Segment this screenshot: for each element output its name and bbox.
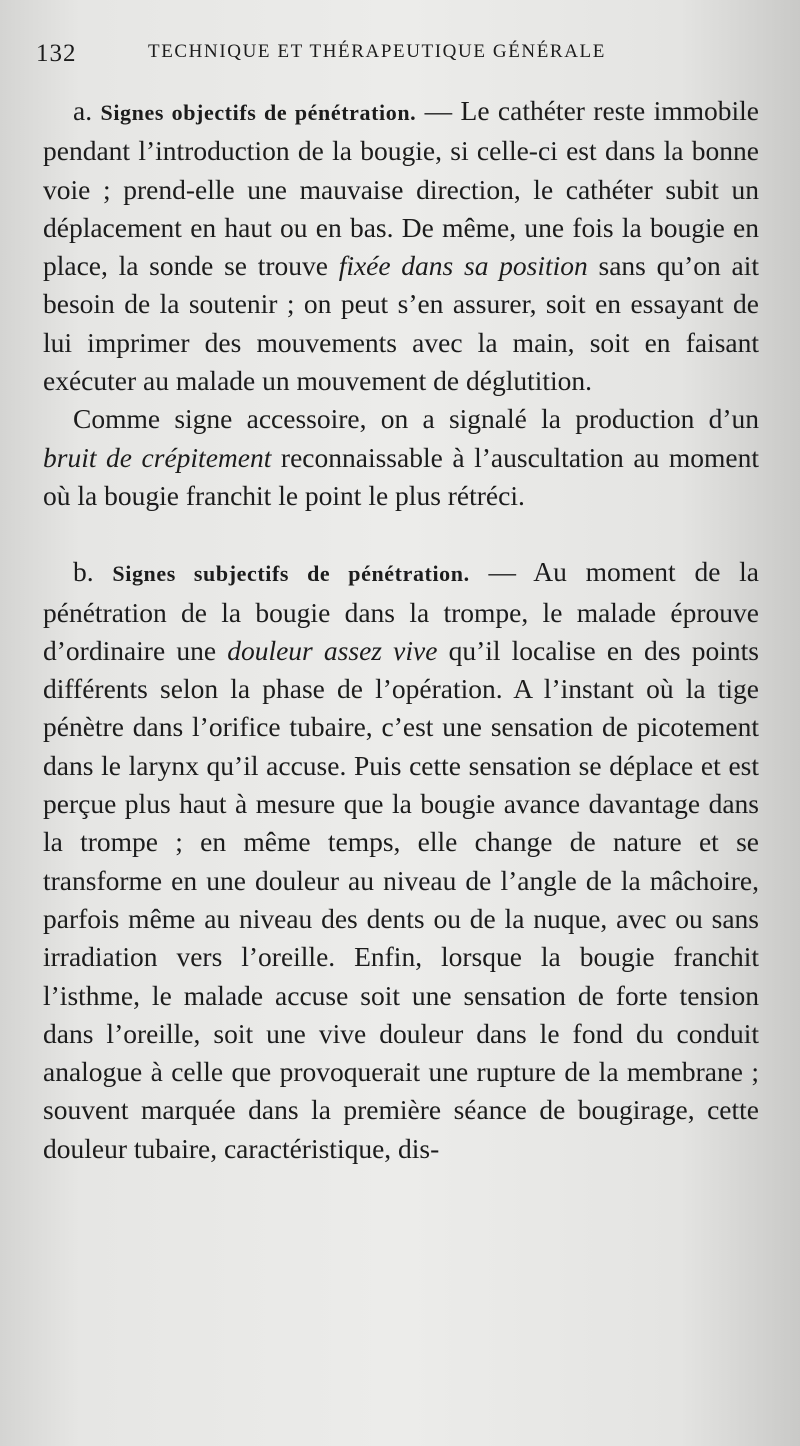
running-head: TECHNIQUE ET THÉRAPEUTIQUE GÉNÉRALE (148, 41, 606, 62)
page-number: 132 (36, 40, 77, 67)
section-b-label: b. (73, 556, 94, 588)
accessory-text-2: reconnaissable à l’auscultation au moment où la bougie franchit le point le plus rétréci. (43, 441, 760, 511)
section-a-label: a. (73, 95, 93, 126)
accessory-text-1: Comme signe accessoire, on a signalé la production d’un (73, 403, 759, 435)
section-a-text-2: sans qu’on ait besoin de la soutenir ; on peut s’en assurer, soit en essayant de lui imprimer des mouvements avec la main, soit en faisant exécuter au malade un mouvement de déglutition. (43, 250, 759, 397)
paragraph-subjective-signs (43, 553, 759, 1168)
page-header (36, 40, 760, 72)
body-text (43, 92, 759, 1168)
paragraph-accessory-sign (43, 400, 759, 515)
section-b-text-2: qu’il localise en des points différents selon la phase de l’opération. A l’instant où la tige pénètre dans l’orifice tubaire, c’est une sensation de picotement dans le larynx qu’il accuse. Puis cette sensation se déplace et est perçue plus haut à mesure que la bougie avance davantage dans la trompe ; en même temps, elle change de nature et se transforme en une douleur au niveau de l’angle de la mâchoire, parfois même au niveau des dents ou de la nuque, avec ou sans irradiation vers l’oreille. Enfin, lorsque la bougie franchit l’isthme, le malade accuse soit une sensation de forte tension dans l’oreille, soit une vive douleur dans le fond du conduit analogue à celle que provoquerait une rupture de la membrane ; souvent marquée dans la première séance de bougirage, cette douleur tubaire, caractéristique, dis- (43, 634, 759, 1164)
section-a-emphasis: fixée dans sa position (338, 250, 588, 282)
section-a-heading: Signes objectifs de pénétration. (100, 100, 417, 125)
section-a-text-1: — Le cathéter reste immobile pendant l’introduction de la bougie, si celle-ci est dans la bonne voie ; prend-elle une mauvaise direction, le cathéter subit un déplacement en haut ou en bas. De même, une fois la bougie en place, la sonde se trouve (43, 95, 759, 282)
accessory-emphasis: bruit de crépitement (43, 441, 272, 473)
section-b-emphasis: douleur assez vive (227, 634, 438, 666)
paragraph-objective-signs (43, 92, 759, 400)
section-b-heading: Signes subjectifs de pénétration. (112, 561, 470, 587)
section-b-text-1: — Au moment de la pénétration de la bougie dans la trompe, le malade éprouve d’ordinaire une (43, 556, 760, 666)
